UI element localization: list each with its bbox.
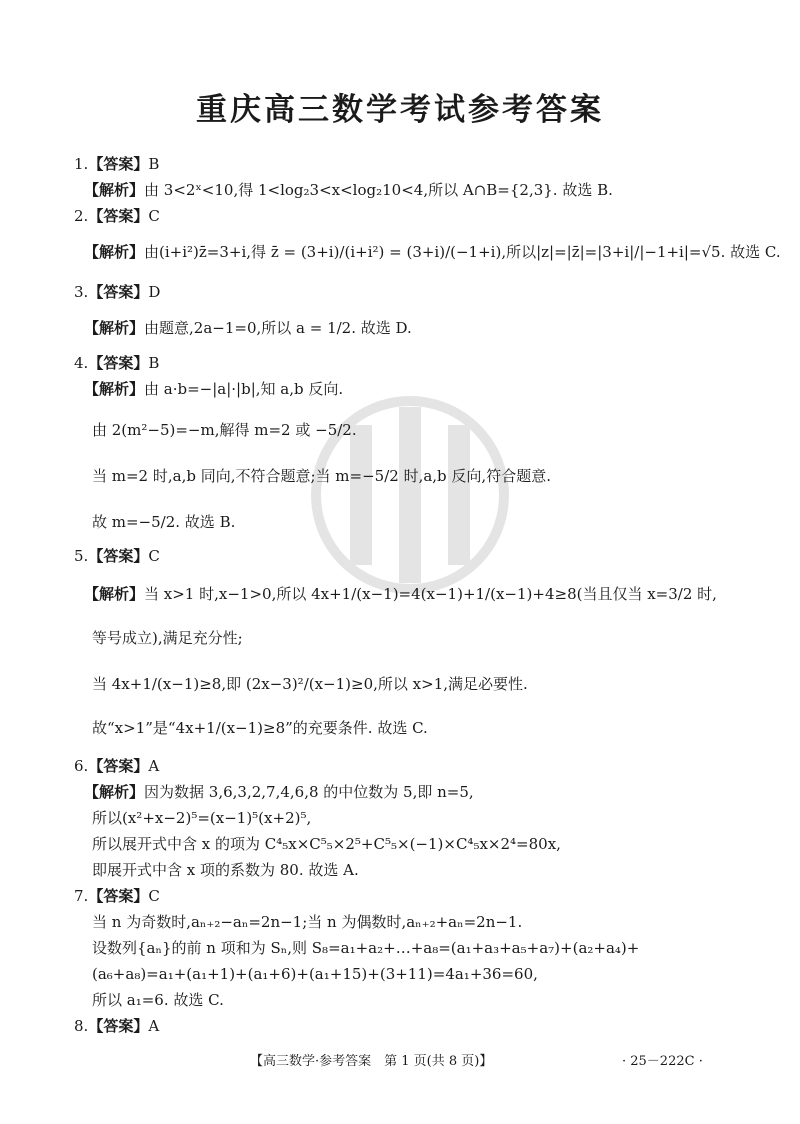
q5-line: 当 4x+1/(x−1)≥8,即 (2x−3)²/(x−1)≥0,所以 x>1,满足必要性. xyxy=(92,675,528,693)
q6-analysis-line xyxy=(84,782,474,802)
q6-analysis: 因为数据 3,6,3,2,7,4,6,8 的中位数为 5,即 n=5, xyxy=(144,783,474,801)
q1-analysis: 由 3<2ˣ<10,得 1<log₂3<x<log₂10<4,所以 A∩B={2,3}. 故选 B. xyxy=(144,181,613,199)
q3-analysis: 由题意,2a−1=0,所以 a = 1/2. 故选 D. xyxy=(144,319,412,337)
q4-line: 故 m=−5/2. 故选 B. xyxy=(92,513,236,531)
q7-answer-line xyxy=(74,886,160,906)
q4-num: 4. xyxy=(74,354,89,372)
q6-answer: A xyxy=(148,757,160,775)
q3-analysis-line xyxy=(84,318,412,338)
q4-analysis: 由 a·b=−|a|·|b|,知 a,b 反向. xyxy=(144,380,344,398)
q8-answer-line xyxy=(74,1016,159,1036)
q2-answer-line xyxy=(74,206,160,226)
q4-answer: B xyxy=(148,354,160,372)
q4-answer-line xyxy=(74,353,159,373)
q7-line: (a₆+a₈)=a₁+(a₁+1)+(a₁+6)+(a₁+15)+(3+11)=4a₁+36=60, xyxy=(92,965,538,983)
q6-line: 所以(x²+x−2)⁵=(x−1)⁵(x+2)⁵, xyxy=(92,809,312,827)
answer-tag: 【答案】 xyxy=(88,887,149,905)
q5-answer: C xyxy=(148,547,160,565)
q1-answer: B xyxy=(148,155,160,173)
footer-page-info: 【高三数学·参考答案 第 1 页(共 8 页)】 xyxy=(250,1054,493,1069)
q3-num: 3. xyxy=(74,283,89,301)
q2-answer: C xyxy=(148,207,160,225)
analysis-tag: 【解析】 xyxy=(84,783,145,801)
q1-answer-line xyxy=(74,154,159,174)
analysis-tag: 【解析】 xyxy=(84,243,145,261)
q8-num: 8. xyxy=(74,1017,89,1035)
q7-num: 7. xyxy=(74,887,89,905)
q4-line: 由 2(m²−5)=−m,解得 m=2 或 −5/2. xyxy=(92,421,357,439)
q1-num: 1. xyxy=(74,155,89,173)
analysis-tag: 【解析】 xyxy=(84,319,145,337)
q6-line: 所以展开式中含 x 的项为 C⁴₅x×C⁵₅×2⁵+C⁵₅×(−1)×C⁴₅x×2⁴=80x, xyxy=(92,835,561,853)
q7-line: 所以 a₁=6. 故选 C. xyxy=(92,991,224,1009)
q4-analysis-line xyxy=(84,379,343,399)
q6-answer-line xyxy=(74,756,159,776)
footer-code: · 25－222C · xyxy=(622,1054,703,1069)
page-title: 重庆高三数学考试参考答案 xyxy=(196,92,604,128)
q8-answer: A xyxy=(148,1017,160,1035)
q6-line: 即展开式中含 x 项的系数为 80. 故选 A. xyxy=(92,861,359,879)
q5-answer-line xyxy=(74,546,160,566)
q5-num: 5. xyxy=(74,547,89,565)
analysis-tag: 【解析】 xyxy=(84,380,145,398)
q5-line: 故“x>1”是“4x+1/(x−1)≥8”的充要条件. 故选 C. xyxy=(92,719,428,737)
q2-analysis: 由(i+i²)z̄=3+i,得 z̄ = (3+i)/(i+i²) = (3+i)/(−1+i),所以|z|=|z̄|=|3+i|/|−1+i|=√5. 故选 C. xyxy=(144,243,781,261)
answer-tag: 【答案】 xyxy=(88,207,149,225)
analysis-tag: 【解析】 xyxy=(84,585,145,603)
answer-tag: 【答案】 xyxy=(88,1017,149,1035)
q7-line: 设数列{aₙ}的前 n 项和为 Sₙ,则 S₈=a₁+a₂+…+a₈=(a₁+a₃+a₅+a₇)+(a₂+a₄)+ xyxy=(92,939,640,957)
q5-analysis-line xyxy=(84,584,717,604)
answer-tag: 【答案】 xyxy=(88,155,149,173)
q3-answer-line xyxy=(74,282,160,302)
q3-answer: D xyxy=(148,283,161,301)
q5-line: 等号成立),满足充分性; xyxy=(92,629,243,647)
answer-tag: 【答案】 xyxy=(88,354,149,372)
q4-line: 当 m=2 时,a,b 同向,不符合题意;当 m=−5/2 时,a,b 反向,符合题意. xyxy=(92,467,551,485)
q6-num: 6. xyxy=(74,757,89,775)
answer-tag: 【答案】 xyxy=(88,757,149,775)
q7-answer: C xyxy=(148,887,160,905)
q7-line: 当 n 为奇数时,aₙ₊₂−aₙ=2n−1;当 n 为偶数时,aₙ₊₂+aₙ=2n−1. xyxy=(92,913,523,931)
answer-tag: 【答案】 xyxy=(88,547,149,565)
answer-tag: 【答案】 xyxy=(88,283,149,301)
q5-analysis: 当 x>1 时,x−1>0,所以 4x+1/(x−1)=4(x−1)+1/(x−1)+4≥8(当且仅当 x=3/2 时, xyxy=(144,585,717,603)
analysis-tag: 【解析】 xyxy=(84,181,145,199)
q2-num: 2. xyxy=(74,207,89,225)
q1-analysis-line xyxy=(84,180,613,200)
q2-analysis-line xyxy=(84,242,781,262)
